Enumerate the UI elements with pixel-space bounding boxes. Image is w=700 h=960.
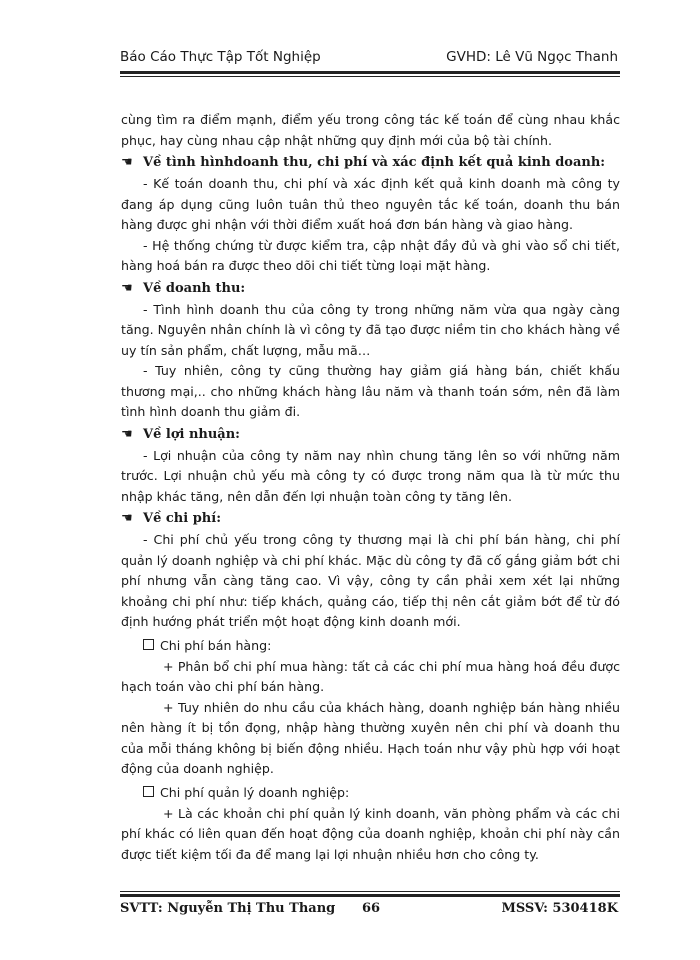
page-number: 66 [362, 901, 381, 916]
paragraph: - Lợi nhuận của công ty năm nay nhìn chung tăng lên so với những năm trước. Lợi nhuận chủ yếu mà công ty có được trong năm qua là từ mức thu nhập khác tăng, nên dẫn đến lợi nhuận toàn công ty tăng lên. [121, 447, 620, 504]
subsection-admin-expenses [121, 782, 620, 803]
subsection-label: Chi phí quản lý doanh nghiệp: [160, 784, 350, 800]
pointing-hand-icon: ☚ [121, 280, 133, 296]
section-heading-text: Về tình hìnhdoanh thu, chi phí và xác định kết quả kinh doanh: [143, 155, 606, 170]
section-heading-text: Về doanh thu: [143, 280, 246, 296]
intro-paragraph: cùng tìm ra điểm mạnh, điểm yếu trong công tác kế toán để cùng nhau khắc phục, hay cùng nhau cập nhật những quy định mới của bộ tài chính. [121, 112, 620, 148]
footer-rule-thick [120, 894, 620, 897]
page-header [120, 49, 618, 67]
page-body [121, 110, 620, 865]
paragraph: - Chi phí chủ yếu trong công ty thương mại là chi phí bán hàng, chi phí quản lý doanh nghiệp và chi phí khác. Mặc dù công ty đã cố gắng giảm bớt chi phí nhưng vẫn càng tăng cao. Vì vậy, công ty cần phải xem xét lại những khoảng chi phí như: tiếp khách, quảng cáo, tiếp thị nên cắt giảm bớt để từ đó định hướng phát triển một hoạt động kinh doanh mới. [121, 532, 620, 629]
section-heading-text: Về chi phí: [143, 511, 221, 526]
header-report-title: Báo Cáo Thực Tập Tốt Nghiệp [120, 49, 321, 65]
pointing-hand-icon: ☚ [121, 426, 133, 442]
subsection-label: Chi phí bán hàng: [160, 637, 272, 653]
paragraph: + Phân bổ chi phí mua hàng: tất cả các chi phí mua hàng hoá đều được hạch toán vào chi phí bán hàng. [121, 658, 620, 694]
section-heading-text: Về lợi nhuận: [143, 426, 240, 442]
footer-rule-thin [120, 891, 620, 892]
section-heading-profit [121, 425, 620, 444]
section-heading-overview [121, 153, 620, 172]
checkbox-square-icon [143, 786, 154, 797]
paragraph: + Tuy nhiên do nhu cầu của khách hàng, doanh nghiệp bán hàng nhiều nên hàng ít bị tồn đọng, nhập hàng thường xuyên nên chi phí và doanh thu của mỗi tháng không bị biến động nhiều. Hạch toán như vậy phù hợp với hoạt động của doanh nghiệp. [121, 699, 620, 776]
paragraph: - Kế toán doanh thu, chi phí và xác định kết quả kinh doanh mà công ty đang áp dụng cũng luôn tuân thủ theo nguyên tắc kế toán, doanh thu bán hàng được ghi nhận với thời điểm xuất hoá đơn bán hàng và giao hàng. [121, 176, 620, 232]
paragraph: - Tình hình doanh thu của công ty trong những năm vừa qua ngày càng tăng. Nguyên nhân chính là vì công ty đã tạo được niềm tin cho khách hàng về uy tín sản phẩm, chất lượng, mẫu mã… [121, 301, 620, 358]
section-heading-expenses [121, 509, 620, 528]
pointing-hand-icon: ☚ [121, 511, 133, 526]
subsection-selling-expenses [121, 635, 620, 656]
header-rule-thick [120, 71, 620, 74]
paragraph: - Hệ thống chứng từ được kiểm tra, cập nhật đầy đủ và ghi vào sổ chi tiết, hàng hoá bán ra được theo dõi chi tiết từng loại mặt hàng. [121, 237, 620, 273]
section-heading-revenue [121, 279, 620, 298]
pointing-hand-icon: ☚ [121, 155, 133, 170]
header-advisor: GVHD: Lê Vũ Ngọc Thanh [446, 49, 618, 65]
header-rule-thin [120, 76, 620, 77]
paragraph: + Là các khoản chi phí quản lý kinh doanh, văn phòng phẩm và các chi phí khác có liên quan đến hoạt động của doanh nghiệp, khoản chi phí này cần được tiết kiệm tối đa để mang lại lợi nhuận nhiều hơn cho công ty. [121, 805, 620, 862]
footer-student-name: SVTT: Nguyễn Thị Thu Thang [120, 901, 336, 916]
page-footer [120, 901, 620, 921]
footer-student-id: MSSV: 530418K [501, 901, 618, 916]
paragraph: - Tuy nhiên, công ty cũng thường hay giảm giá hàng bán, chiết khấu thương mại,.. cho những khách hàng lâu năm và thanh toán sớm, nên đã làm tình hình doanh thu giảm đi. [121, 363, 620, 419]
checkbox-square-icon [143, 639, 154, 650]
